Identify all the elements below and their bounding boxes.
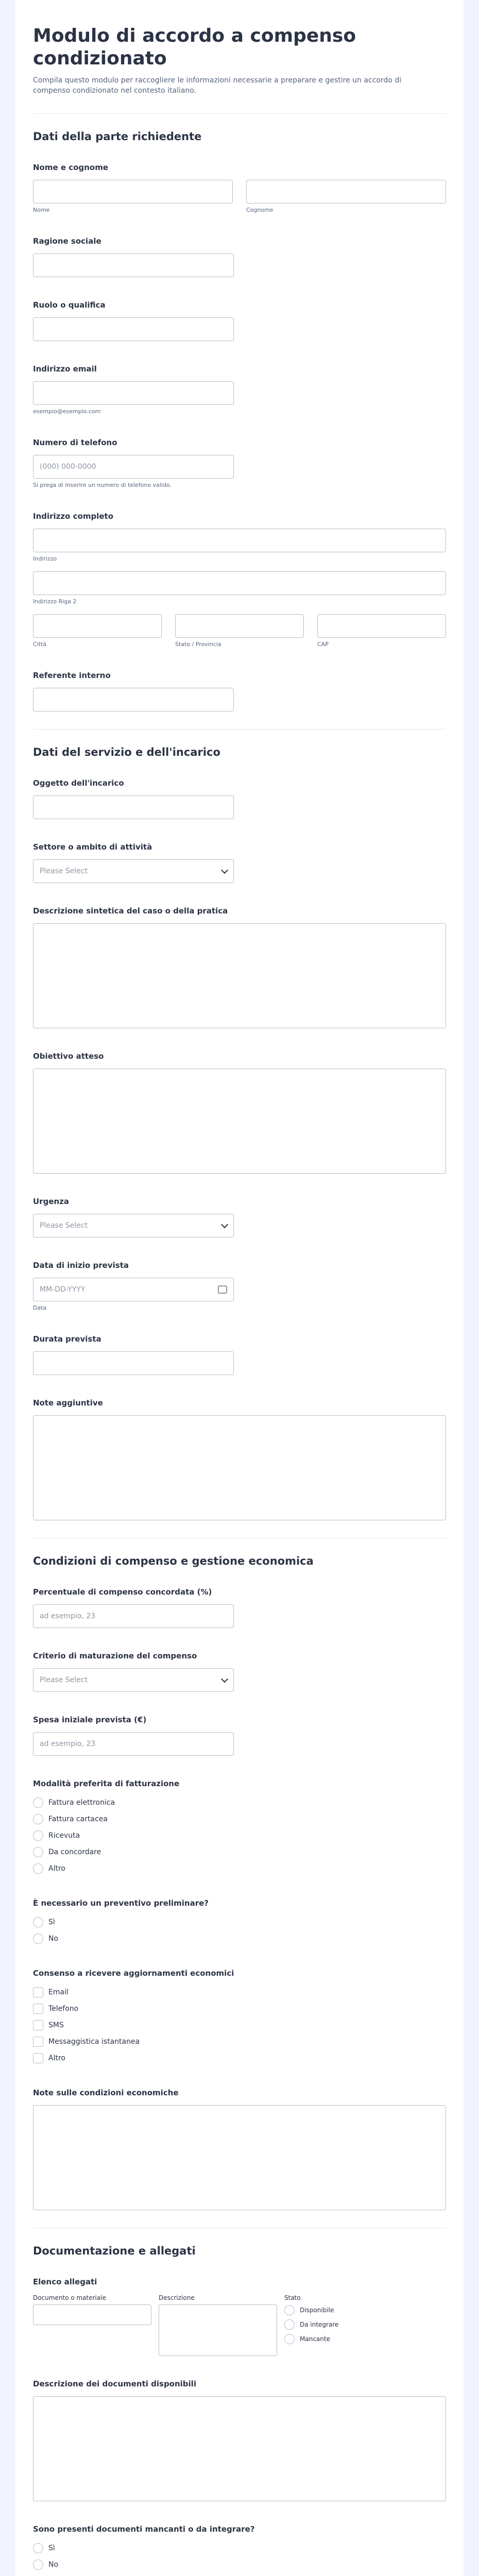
state-option[interactable] (284, 2319, 387, 2330)
available-docs-field-group (33, 2379, 446, 2501)
section-title: Documentazione e allegati (33, 2245, 196, 2257)
internal-ref-field-group (33, 670, 446, 711)
state-option[interactable] (284, 2304, 387, 2316)
first-name-input[interactable] (33, 180, 233, 204)
section-economics (33, 1538, 446, 2228)
address-line1-sublabel: Indirizzo (33, 555, 57, 562)
econ-notes-label: Note sulle condizioni economiche (33, 2088, 179, 2097)
urgency-select-value: Please Select (40, 1222, 88, 1230)
notes-textarea[interactable] (33, 1415, 446, 1520)
section-title: Condizioni di compenso e gestione economica (33, 1555, 314, 1567)
internal-ref-input[interactable] (33, 688, 234, 711)
document-input[interactable] (33, 2304, 151, 2325)
option-label: Messaggistica istantanea (48, 2038, 140, 2046)
notes-label: Note aggiuntive (33, 1398, 103, 1408)
option-label: Telefono (48, 2005, 79, 2013)
form-description: Compila questo modulo per raccogliere le informazioni necessarie a preparare e gestire un accordo di compenso condizionato nel contesto italiano. (33, 76, 402, 95)
start-date-field-group (33, 1260, 446, 1311)
radio-button[interactable] (33, 2560, 43, 2570)
updates-label: Consenso a ricevere aggiornamenti economici (33, 1969, 234, 1978)
option-label: Ricevuta (48, 1832, 80, 1840)
start-date-label: Data di inizio prevista (33, 1261, 129, 1270)
billing-option[interactable] (33, 1862, 446, 1875)
billing-label: Modalità preferita di fatturazione (33, 1779, 180, 1788)
notes-field-group (33, 1398, 446, 1520)
section-requester (33, 114, 446, 730)
quote-option[interactable] (33, 1916, 446, 1929)
radio-button[interactable] (284, 2334, 295, 2344)
option-label: Fattura elettronica (48, 1799, 115, 1807)
chevron-down-icon (221, 1675, 228, 1683)
pct-placeholder: ad esempio, 23 (40, 1612, 96, 1620)
city-sublabel: Città (33, 641, 47, 648)
section-documents (33, 2228, 446, 2576)
goal-textarea[interactable] (33, 1069, 446, 1174)
checkbox[interactable] (33, 2004, 43, 2014)
object-input[interactable] (33, 795, 234, 819)
name-field-group (33, 162, 446, 213)
billing-option[interactable] (33, 1829, 446, 1842)
chevron-down-icon (221, 1221, 228, 1228)
option-label: Sì (48, 2544, 55, 2552)
address-line1-input[interactable] (33, 529, 446, 552)
available-docs-label: Descrizione dei documenti disponibili (33, 2379, 196, 2388)
section-service (33, 730, 446, 1538)
radio-button[interactable] (284, 2319, 295, 2330)
checkbox[interactable] (33, 2053, 43, 2063)
billing-option[interactable] (33, 1845, 446, 1859)
goal-field-group (33, 1051, 446, 1174)
radio-button[interactable] (33, 1917, 43, 1927)
billing-option[interactable] (33, 1796, 446, 1809)
object-field-group (33, 778, 446, 819)
checkbox[interactable] (33, 1987, 43, 1997)
name-label: Nome e cognome (33, 163, 109, 172)
missing-docs-field-group (33, 2524, 446, 2571)
option-label: Da integrare (300, 2321, 339, 2328)
econ-notes-field-group (33, 2088, 446, 2210)
case-desc-textarea[interactable] (33, 923, 446, 1028)
checkbox[interactable] (33, 2020, 43, 2030)
duration-input[interactable] (33, 1351, 234, 1375)
email-field-group (33, 364, 446, 415)
case-desc-label: Descrizione sintetica del caso o della pratica (33, 906, 228, 916)
urgency-label: Urgenza (33, 1197, 70, 1206)
zip-input[interactable] (317, 614, 446, 638)
option-label: No (48, 1935, 59, 1943)
updates-option[interactable] (33, 2019, 446, 2032)
phone-label: Numero di telefono (33, 438, 117, 447)
option-label: Mancante (300, 2335, 330, 2343)
date-placeholder: MM-DD-YYYY (40, 1285, 85, 1294)
chevron-down-icon (221, 867, 228, 874)
section-title: Dati del servizio e dell'incarico (33, 746, 220, 758)
billing-field-group (33, 1778, 446, 1875)
radio-button[interactable] (33, 1934, 43, 1944)
sector-field-group (33, 842, 446, 883)
option-label: Fattura cartacea (48, 1815, 108, 1823)
criteria-select-value: Please Select (40, 1676, 88, 1684)
column-header-description: Descrizione (159, 2294, 195, 2301)
option-label: SMS (48, 2021, 64, 2029)
form-title: Modulo di accordo a compenso condizionato (33, 25, 356, 69)
updates-field-group (33, 1968, 446, 2065)
form-header (33, 0, 446, 114)
checkbox[interactable] (33, 2037, 43, 2047)
expense-label: Spesa iniziale prevista (€) (33, 1715, 147, 1724)
urgency-field-group (33, 1196, 446, 1238)
object-label: Oggetto dell'incarico (33, 778, 124, 788)
available-docs-textarea[interactable] (33, 2396, 446, 2501)
pct-field-group (33, 1587, 446, 1628)
attachments-list-group (33, 2277, 446, 2356)
option-label: Altro (48, 1865, 65, 1873)
updates-option[interactable] (33, 2052, 446, 2065)
address-line2-input[interactable] (33, 571, 446, 595)
criteria-label: Criterio di maturazione del compenso (33, 1651, 197, 1660)
zip-sublabel: CAP (317, 641, 329, 648)
expense-input[interactable] (33, 1732, 234, 1756)
billing-option[interactable] (33, 1812, 446, 1826)
last-name-sublabel: Cognome (246, 207, 273, 213)
address-line2-sublabel: Indirizzo Riga 2 (33, 598, 77, 605)
quote-field-group (33, 1898, 446, 1945)
missing-docs-label: Sono presenti documenti mancanti o da integrare? (33, 2524, 255, 2534)
radio-button[interactable] (33, 1863, 43, 1874)
email-sublabel: esempio@esempio.com (33, 408, 101, 415)
province-input[interactable] (175, 614, 304, 638)
province-sublabel: Stato / Provincia (175, 641, 221, 648)
first-name-sublabel: Nome (33, 207, 50, 213)
attachments-list-label: Elenco allegati (33, 2277, 97, 2286)
goal-label: Obiettivo atteso (33, 1052, 104, 1061)
phone-placeholder: (000) 000-0000 (40, 463, 96, 471)
radio-button[interactable] (33, 2543, 43, 2553)
option-label: Da concordare (48, 1848, 101, 1856)
criteria-field-group (33, 1651, 446, 1692)
option-label: Sì (48, 1918, 55, 1926)
case-desc-field-group (33, 906, 446, 1028)
missing-option[interactable] (33, 2541, 446, 2555)
updates-option[interactable] (33, 1986, 446, 1999)
address-label: Indirizzo completo (33, 512, 114, 521)
radio-button[interactable] (284, 2305, 295, 2315)
pct-input[interactable] (33, 1604, 234, 1628)
phone-sublabel: Si prega di inserire un numero di telefono valido. (33, 482, 172, 488)
sector-select-value: Please Select (40, 867, 88, 875)
option-label: Disponibile (300, 2307, 334, 2314)
option-label: No (48, 2561, 59, 2569)
option-label: Altro (48, 2054, 65, 2062)
start-date-input[interactable] (33, 1278, 234, 1301)
criteria-select[interactable] (33, 1668, 234, 1692)
column-header-document: Documento o materiale (33, 2294, 106, 2301)
attachments-table (33, 2294, 446, 2356)
expense-field-group (33, 1715, 446, 1756)
company-label: Ragione sociale (33, 236, 101, 246)
last-name-input[interactable] (246, 180, 446, 204)
date-sublabel: Data (33, 1304, 47, 1311)
column-header-state: Stato (284, 2294, 301, 2301)
role-input[interactable] (33, 317, 234, 341)
address-field-group (33, 511, 446, 648)
radio-button[interactable] (33, 1847, 43, 1857)
contingency-fee-form (15, 0, 464, 2576)
role-label: Ruolo o qualifica (33, 300, 106, 310)
sector-label: Settore o ambito di attività (33, 842, 152, 852)
duration-field-group (33, 1334, 446, 1375)
pct-label: Percentuale di compenso concordata (%) (33, 1587, 212, 1597)
company-input[interactable] (33, 253, 234, 277)
updates-option[interactable] (33, 2002, 446, 2015)
duration-label: Durata prevista (33, 1334, 101, 1344)
internal-ref-label: Referente interno (33, 671, 111, 680)
state-option[interactable] (284, 2333, 387, 2345)
econ-notes-textarea[interactable] (33, 2105, 446, 2210)
city-input[interactable] (33, 614, 162, 638)
missing-option[interactable] (33, 2558, 446, 2571)
quote-option[interactable] (33, 1932, 446, 1945)
description-textarea[interactable] (159, 2304, 277, 2356)
urgency-select[interactable] (33, 1214, 234, 1238)
quote-label: È necessario un preventivo preliminare? (33, 1899, 209, 1908)
radio-button[interactable] (33, 1798, 43, 1808)
updates-option[interactable] (33, 2035, 446, 2048)
role-field-group (33, 300, 446, 341)
phone-input[interactable] (33, 455, 234, 479)
company-field-group (33, 236, 446, 277)
radio-button[interactable] (33, 1831, 43, 1841)
expense-placeholder: ad esempio, 23 (40, 1740, 96, 1748)
email-label: Indirizzo email (33, 364, 97, 374)
section-title: Dati della parte richiedente (33, 130, 202, 143)
phone-field-group (33, 437, 446, 488)
calendar-icon[interactable] (218, 1285, 227, 1294)
radio-button[interactable] (33, 1814, 43, 1824)
sector-select[interactable] (33, 859, 234, 883)
option-label: Email (48, 1988, 69, 1996)
email-input[interactable] (33, 381, 234, 405)
